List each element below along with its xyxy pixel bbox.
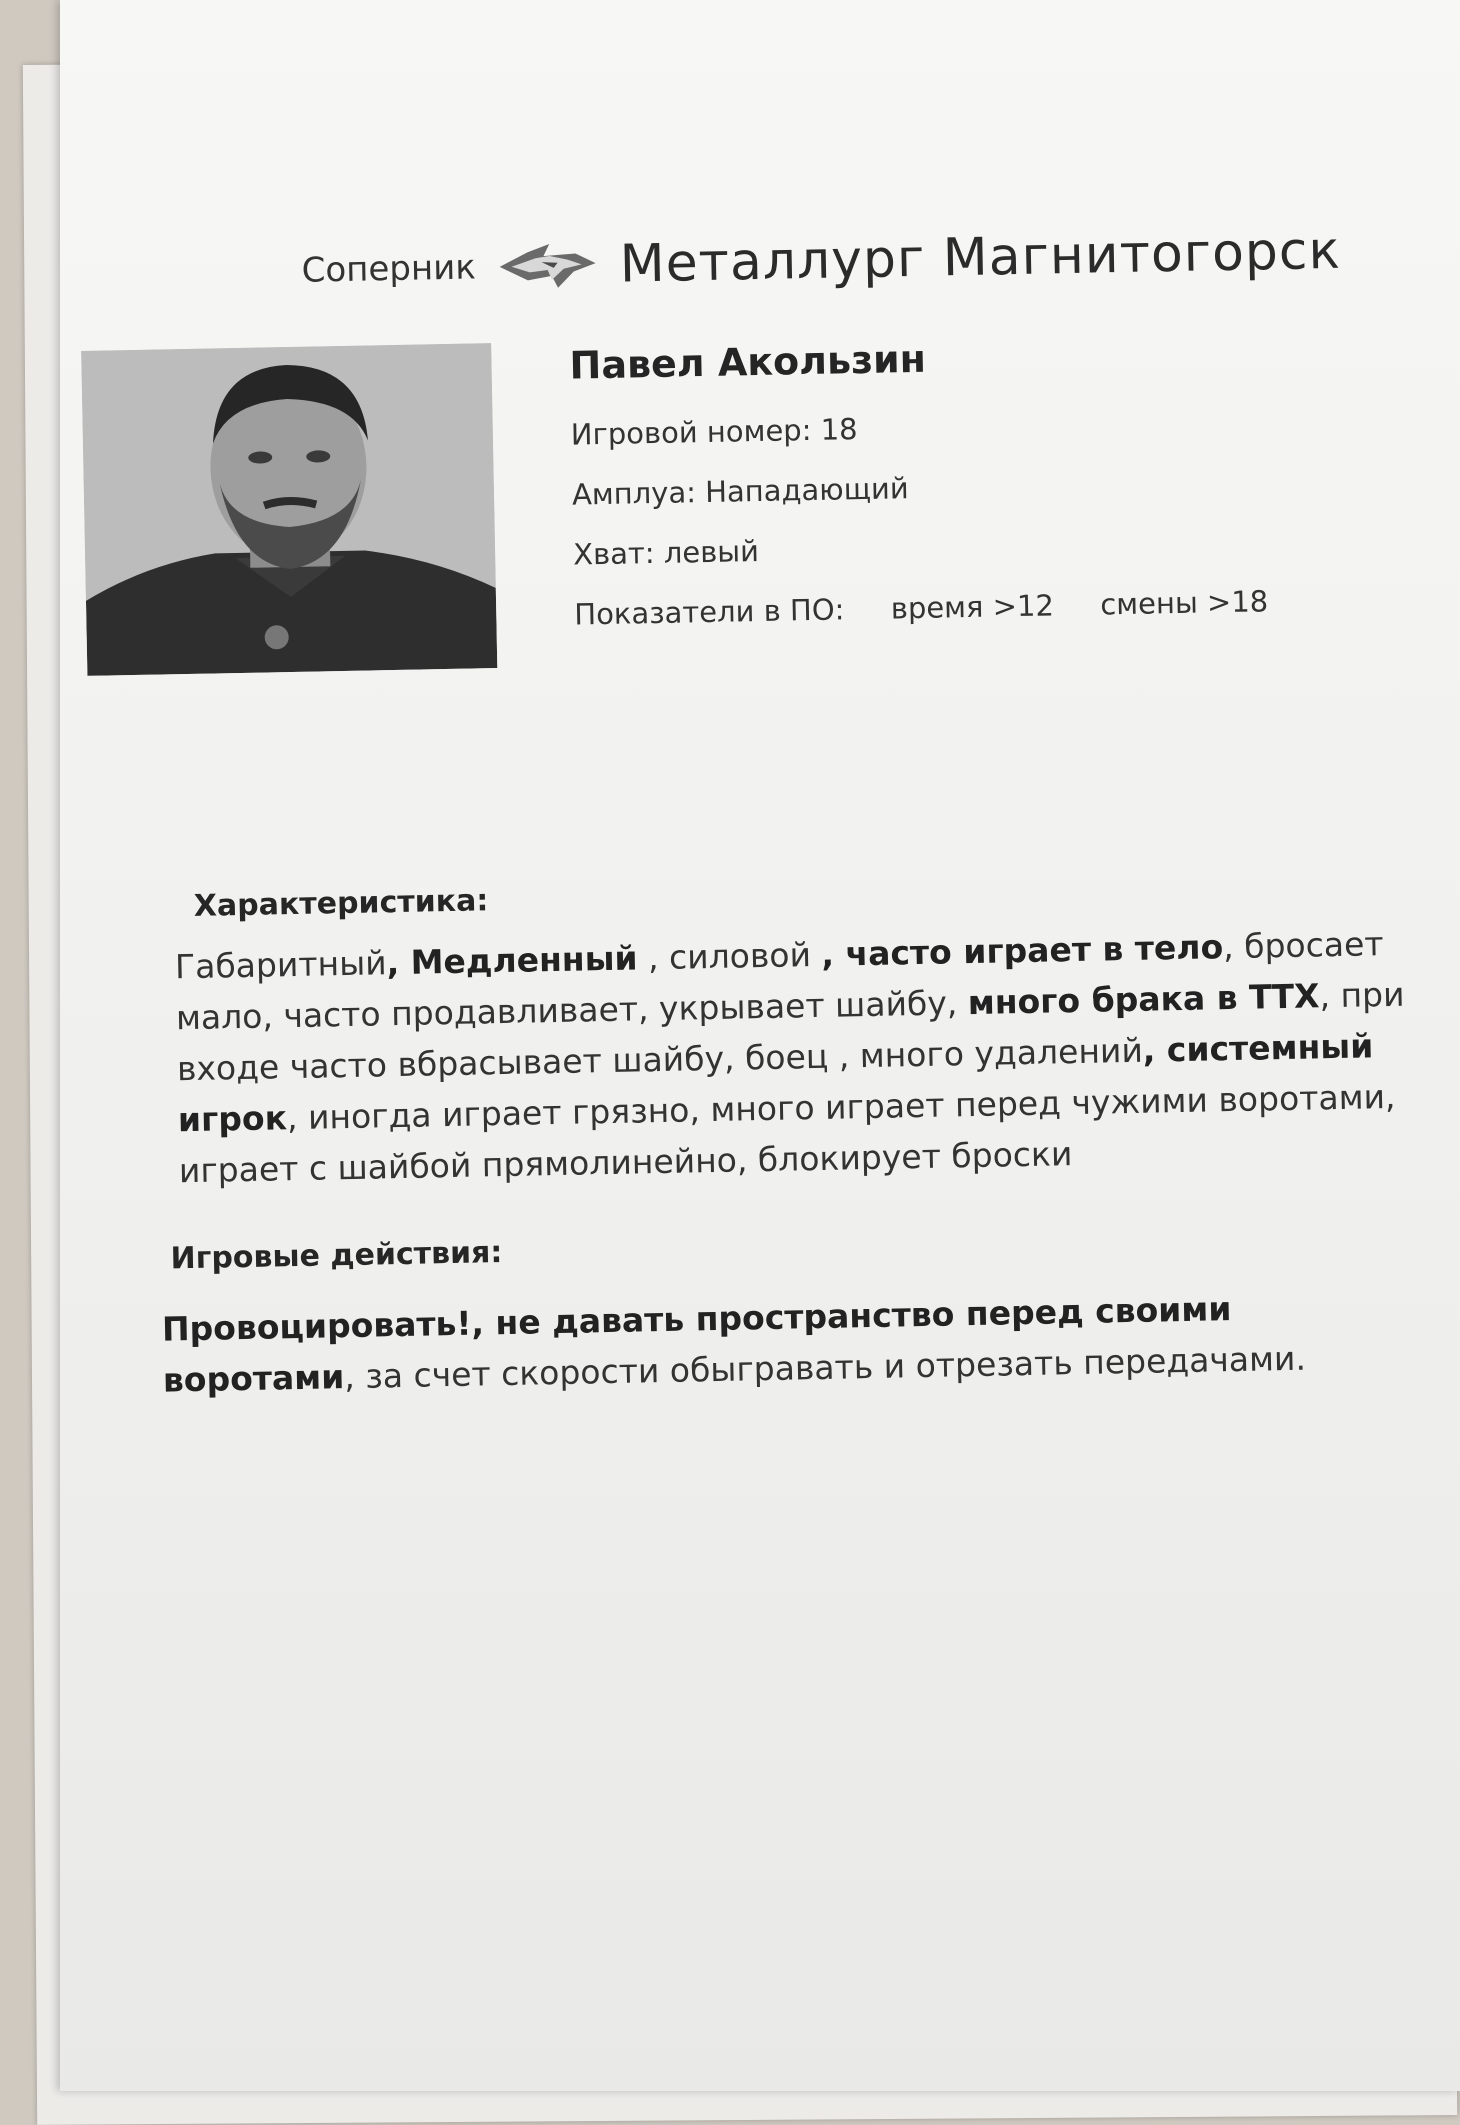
actions-text — [161, 1280, 1403, 1406]
player-portrait-photo — [81, 343, 497, 676]
char-seg: , иногда играет грязно, много играет перед чужими воротами, играет с шайбой прямолинейно, блокирует броски — [178, 1076, 1396, 1191]
player-number: Игровой номер: 18 — [570, 412, 858, 452]
player-position: Амплуа: Нападающий — [571, 471, 909, 512]
char-seg: , часто играет в тело — [821, 927, 1224, 974]
char-seg: , Медленный — [386, 938, 638, 983]
page-content — [47, 0, 1460, 2104]
stats-time: время >12 — [890, 588, 1055, 626]
document-page — [60, 0, 1460, 2091]
actions-title: Игровые действия: — [170, 1235, 503, 1277]
characteristics-text — [175, 917, 1420, 1196]
characteristics-title: Характеристика: — [193, 883, 489, 924]
char-seg: , бросает мало, часто продавливает, укрывает шайбу, — [175, 924, 1384, 1038]
report-header — [301, 221, 1341, 301]
char-seg: , при входе часто вбрасывает шайбу, боец , много удалений — [176, 974, 1405, 1089]
char-seg: много брака в ТТХ — [967, 976, 1320, 1023]
stats-shifts: смены >18 — [1099, 584, 1269, 622]
player-grip: Хват: левый — [572, 533, 760, 572]
magnitka-steel-logo-icon — [497, 237, 598, 295]
action-seg: Провоцировать!, не давать пространство перед своими воротами — [161, 1289, 1232, 1400]
team-name: Металлург Магнитогорск — [619, 220, 1342, 295]
player-stats — [574, 584, 1269, 631]
opponent-label: Соперник — [301, 247, 477, 291]
char-seg: , системный игрок — [177, 1026, 1374, 1140]
action-seg: , за счет скорости обыгравать и отрезать передачами. — [343, 1338, 1307, 1397]
player-name: Павел Акользин — [569, 336, 927, 388]
player-info — [569, 330, 1269, 657]
stats-label: Показатели в ПО: — [573, 592, 845, 632]
char-seg: Габаритный — [174, 943, 387, 987]
char-seg: , силовой — [637, 934, 822, 978]
